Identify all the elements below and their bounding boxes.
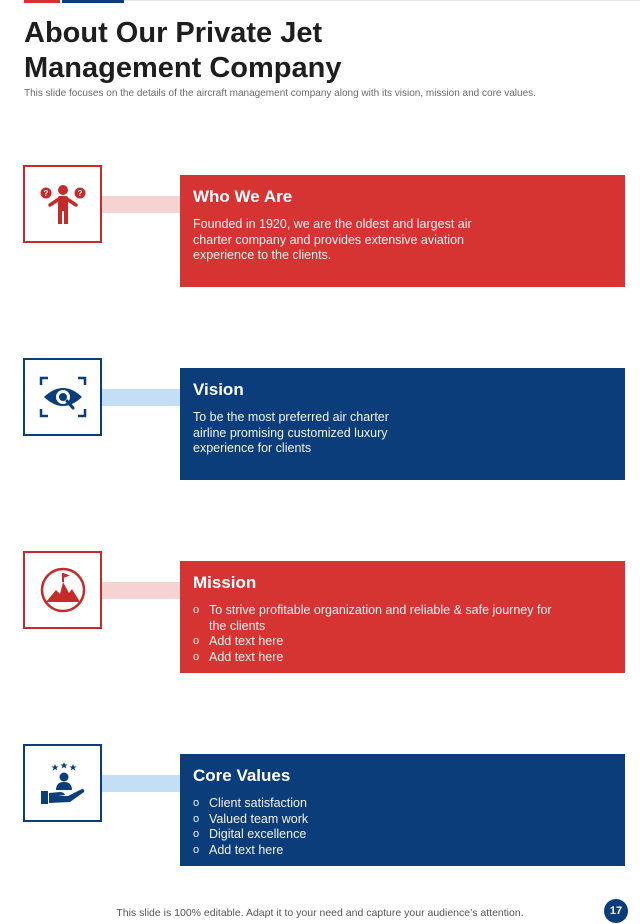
who-we-are-text: Founded in 1920, we are the oldest and largest air charter company and provides extensive aviation experience to the clients.: [193, 217, 472, 262]
eye-scan-icon: [38, 375, 88, 419]
mission-card: [180, 561, 625, 673]
vision-text: To be the most preferred air charter airline promising customized luxury experience for clients: [193, 410, 389, 455]
person-question-icon: [38, 179, 88, 229]
core-values-card: [180, 754, 625, 866]
hand-stars-person-icon: [38, 758, 88, 808]
list-item: o Add text here: [193, 843, 612, 859]
who-we-are-connector: [102, 196, 180, 213]
top-accent-red: [24, 0, 60, 3]
mountain-flag-icon: [39, 566, 87, 614]
mission-title: Mission: [193, 573, 257, 592]
vision-icon-box: [23, 358, 102, 436]
list-item: o Digital excellence: [193, 827, 612, 843]
core-values-connector: [102, 775, 180, 792]
svg-text:?: ?: [77, 189, 82, 198]
vision-connector: [102, 389, 180, 406]
who-we-are-card: [180, 175, 625, 287]
core-values-icon-box: [23, 744, 102, 822]
svg-text:?: ?: [43, 189, 48, 198]
core-values-list: [193, 796, 612, 858]
top-accent-blue: [62, 0, 124, 3]
mission-list: [193, 603, 565, 665]
page-subtitle: This slide focuses on the details of the aircraft management company along with its vision, mission and core values.: [24, 88, 536, 99]
vision-card: [180, 368, 625, 480]
mission-icon-box: [23, 551, 102, 629]
list-item: o Add text here: [193, 634, 565, 650]
list-item: o To strive profitable organization and reliable & safe journey for the clients: [193, 603, 565, 634]
core-values-title: Core Values: [193, 766, 291, 785]
list-item: o Valued team work: [193, 812, 612, 828]
vision-title: Vision: [193, 380, 244, 399]
who-we-are-icon-box: [23, 165, 102, 243]
top-divider: [124, 0, 640, 1]
list-item: o Client satisfaction: [193, 796, 612, 812]
who-we-are-title: Who We Are: [193, 187, 293, 206]
mission-connector: [102, 582, 180, 599]
footer-note: This slide is 100% editable. Adapt it to your need and capture your audience’s attention.: [116, 907, 524, 919]
list-item: o Add text here: [193, 650, 565, 666]
page-number-badge: 17: [604, 899, 628, 923]
page-title: About Our Private Jet Management Company: [24, 17, 342, 84]
